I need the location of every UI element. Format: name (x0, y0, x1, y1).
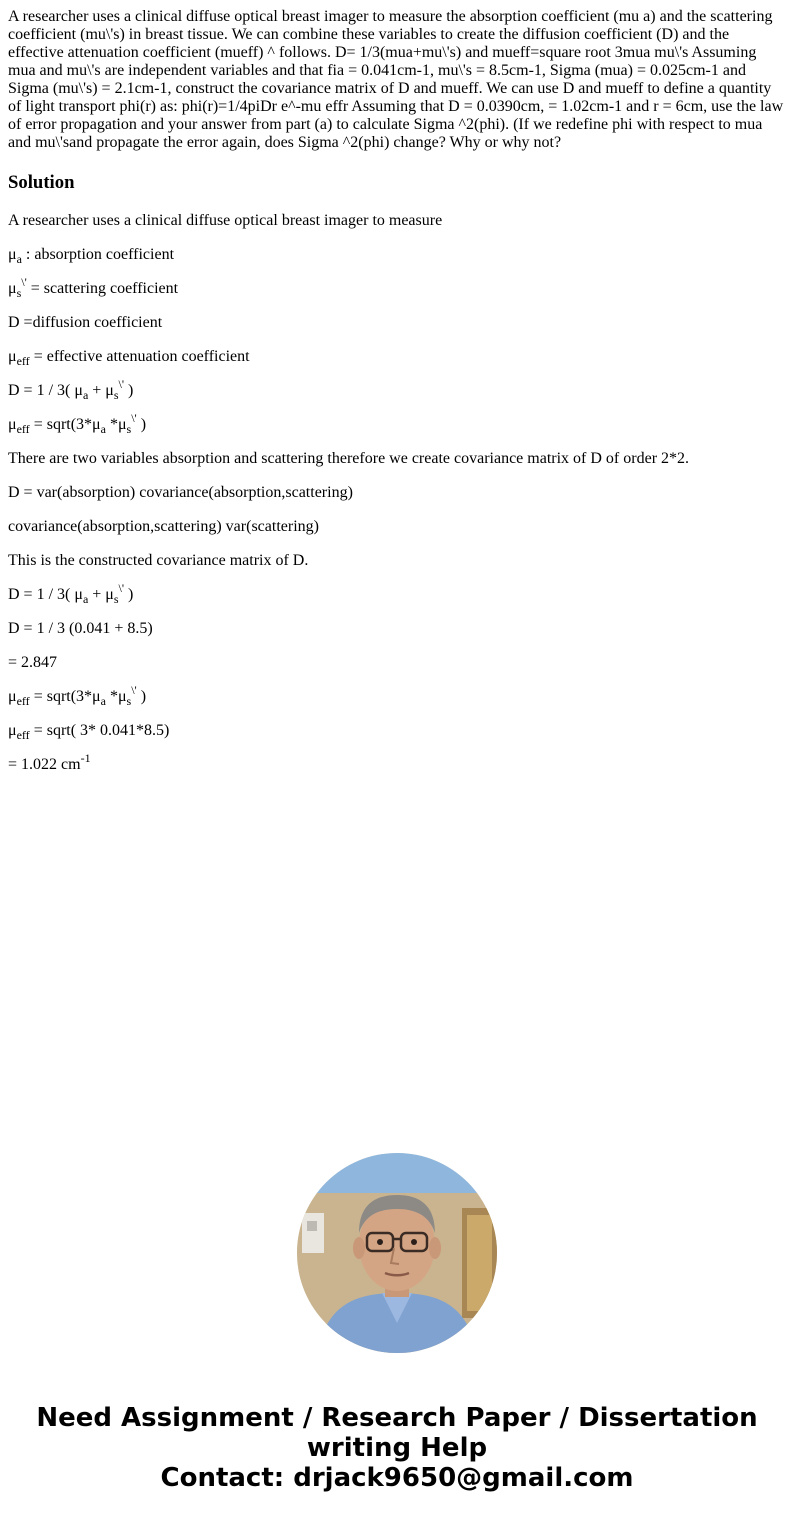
solution-intro: A researcher uses a clinical diffuse optical breast imager to measure (8, 212, 443, 229)
matrix-row-2: covariance(absorption,scattering) var(scattering) (8, 518, 319, 535)
footer-line-1: Need Assignment / Research Paper / Dissertation (36, 1403, 758, 1433)
mu-eff-definition: $\mu_{eff}$ = effective attenuation coefficient (8, 348, 250, 368)
d-definition: D =diffusion coefficient (8, 314, 163, 331)
d-result: = 2.847 (8, 654, 58, 671)
question-text: A researcher uses a clinical diffuse optical breast imager to measure the absorption coefficient (mu a) and the scattering coefficient (mu\'s) in breast tissue. We can combine these variables to create the diffusion coefficient (D) and the effective attenuation coefficient (mueff) ^ follows. D= 1/3(mua+mu\'s) and mueff=square root 3mua mu\'s Assuming mua and mu\'s are independent variables and that fia = 0.041cm-1, mu\'s = 8.5cm-1, Sigma (mua) = 0.025cm-1 and Sigma (mu\'s) = 2.1cm-1, construct the covariance matrix of D and mueff. We can use D and mueff to define a quantity of light transport phi(r) as: phi(r)=1/4piDr e^-mu effr Assuming that D = 0.0390cm, = 1.02cm-1 and r = 6cm, use the law of error propagation and your answer from part (a) to calculate Sigma ^2(phi). (If we redefine phi with respect to mua and mu\'sand propagate the error again, does Sigma ^2(phi) change? Why or why not? (8, 8, 784, 151)
mu-eff-formula-repeat: $\mu_{eff}$ = $sqrt(3*\mu_a$ $*\mu_s^{\backslash'}$ ) (8, 683, 147, 708)
mu-s-definition: $\mu_s^{\backslash'}$ = scattering coefficient (8, 275, 179, 300)
document-body (8, 8, 786, 774)
constructed-matrix-text: This is the constructed covariance matrix of D. (8, 552, 309, 569)
d-formula: D = 1 / 3( $\mu_a + \mu_s^{\backslash'}$ ) (8, 377, 134, 402)
footer-contact: Contact: drjack9650@gmail.com (160, 1463, 634, 1493)
person-photo (297, 1153, 497, 1353)
two-variables-text: There are two variables absorption and scattering therefore we create covariance matrix of D of order 2*2. (8, 450, 690, 467)
mu-a-definition: $\mu_a$ : absorption coefficient (8, 246, 175, 266)
d-numeric: D = 1 / 3 (0.041 + 8.5) (8, 620, 153, 637)
matrix-row-1: D = var(absorption) covariance(absorption,scattering) (8, 484, 353, 501)
avatar (297, 1153, 497, 1353)
mu-eff-formula: $\mu_{eff}$ = $sqrt(3*\mu_a$ $*\mu_s^{\backslash'}$ ) (8, 411, 147, 436)
footer-advert (0, 1403, 794, 1493)
mu-eff-numeric: $\mu_{eff}$ = sqrt( 3* 0.041*8.5) (8, 722, 170, 742)
mu-eff-result: = 1.022 $cm^{-1}$ (8, 751, 91, 773)
solution-heading: Solution (8, 172, 75, 193)
footer-line-2: writing Help (306, 1433, 488, 1463)
d-formula-repeat: D = 1 / 3( $\mu_a + \mu_s^{\backslash'}$ ) (8, 581, 134, 606)
